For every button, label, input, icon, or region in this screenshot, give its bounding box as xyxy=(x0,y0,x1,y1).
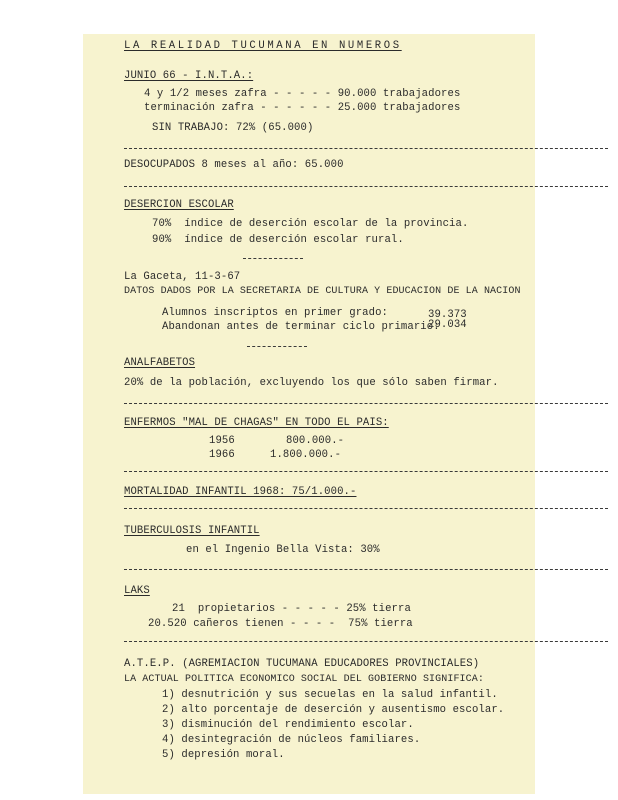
desercion-heading: DESERCION ESCOLAR xyxy=(124,199,234,211)
laks-propietarios: 21 propietarios - - - - - 25% tierra xyxy=(172,603,411,615)
termination-line: terminación zafra - - - - - - 25.000 trabajadores xyxy=(144,102,461,114)
atep-item: 2) alto porcentaje de deserción y ausentismo escolar. xyxy=(162,704,505,716)
atep-item: 3) disminución del rendimiento escolar. xyxy=(162,719,414,731)
mortalidad-line xyxy=(124,486,356,498)
zafra-line: 4 y 1/2 meses zafra - - - - - 90.000 trabajadores xyxy=(144,88,461,100)
short-separator xyxy=(243,258,303,259)
chagas-value: 800.000.- xyxy=(286,435,345,447)
separator xyxy=(124,569,608,570)
alumnos-value: 39.373 xyxy=(428,309,467,321)
chagas-year: 1956 xyxy=(209,435,235,447)
tuberculosis-line: en el Ingenio Bella Vista: 30% xyxy=(186,544,380,556)
atep-item: 1) desnutrición y sus secuelas en la salud infantil. xyxy=(162,689,498,701)
separator xyxy=(124,403,608,404)
mortalidad-text: MORTALIDAD INFANTIL 1968: 75/1.000.- xyxy=(124,486,357,498)
separator xyxy=(124,508,608,509)
junio-heading: JUNIO 66 - I.N.T.A.: xyxy=(124,70,254,82)
separator xyxy=(124,471,608,472)
analfabetos-heading: ANALFABETOS xyxy=(124,357,196,369)
atep-heading: A.T.E.P. (AGREMIACION TUCUMANA EDUCADORES PROVINCIALES) xyxy=(124,658,480,670)
gaceta-source: La Gaceta, 11-3-67 xyxy=(124,271,241,283)
tuberculosis-heading: TUBERCULOSIS INFANTIL xyxy=(124,525,260,537)
abandonan-label: Abandonan antes de terminar ciclo primario: xyxy=(162,321,440,333)
sin-trabajo-line: SIN TRABAJO: 72% (65.000) xyxy=(152,122,314,134)
chagas-heading: ENFERMOS "MAL DE CHAGAS" EN TODO EL PAIS: xyxy=(124,417,389,429)
alumnos-label: Alumnos inscriptos en primer grado: xyxy=(162,307,389,319)
atep-item: 5) depresión moral. xyxy=(162,749,285,761)
chagas-year: 1966 xyxy=(209,449,235,461)
page-title: LA REALIDAD TUCUMANA EN NUMEROS xyxy=(124,40,402,52)
desocupados-line: DESOCUPADOS 8 meses al año: 65.000 xyxy=(124,159,344,171)
atep-subheading: LA ACTUAL POLITICA ECONOMICO SOCIAL DEL GOBIERNO SIGNIFICA: xyxy=(124,674,484,685)
desercion-provincia: 70% índice de deserción escolar de la provincia. xyxy=(152,218,469,230)
atep-item: 4) desintegración de núcleos familiares. xyxy=(162,734,421,746)
laks-caneros: 20.520 cañeros tienen - - - - 75% tierra xyxy=(148,618,413,630)
separator xyxy=(124,641,608,642)
separator xyxy=(124,148,608,149)
abandonan-value: 29.034 xyxy=(428,319,467,331)
separator xyxy=(124,186,608,187)
short-separator xyxy=(247,346,307,347)
analfabetos-line: 20% de la población, excluyendo los que sólo saben firmar. xyxy=(124,377,499,389)
chagas-value: 1.800.000.- xyxy=(270,449,342,461)
gaceta-heading: DATOS DADOS POR LA SECRETARIA DE CULTURA Y EDUCACION DE LA NACION xyxy=(124,286,521,297)
laks-heading: LAKS xyxy=(124,585,150,597)
desercion-rural: 90% índice de deserción escolar rural. xyxy=(152,234,404,246)
